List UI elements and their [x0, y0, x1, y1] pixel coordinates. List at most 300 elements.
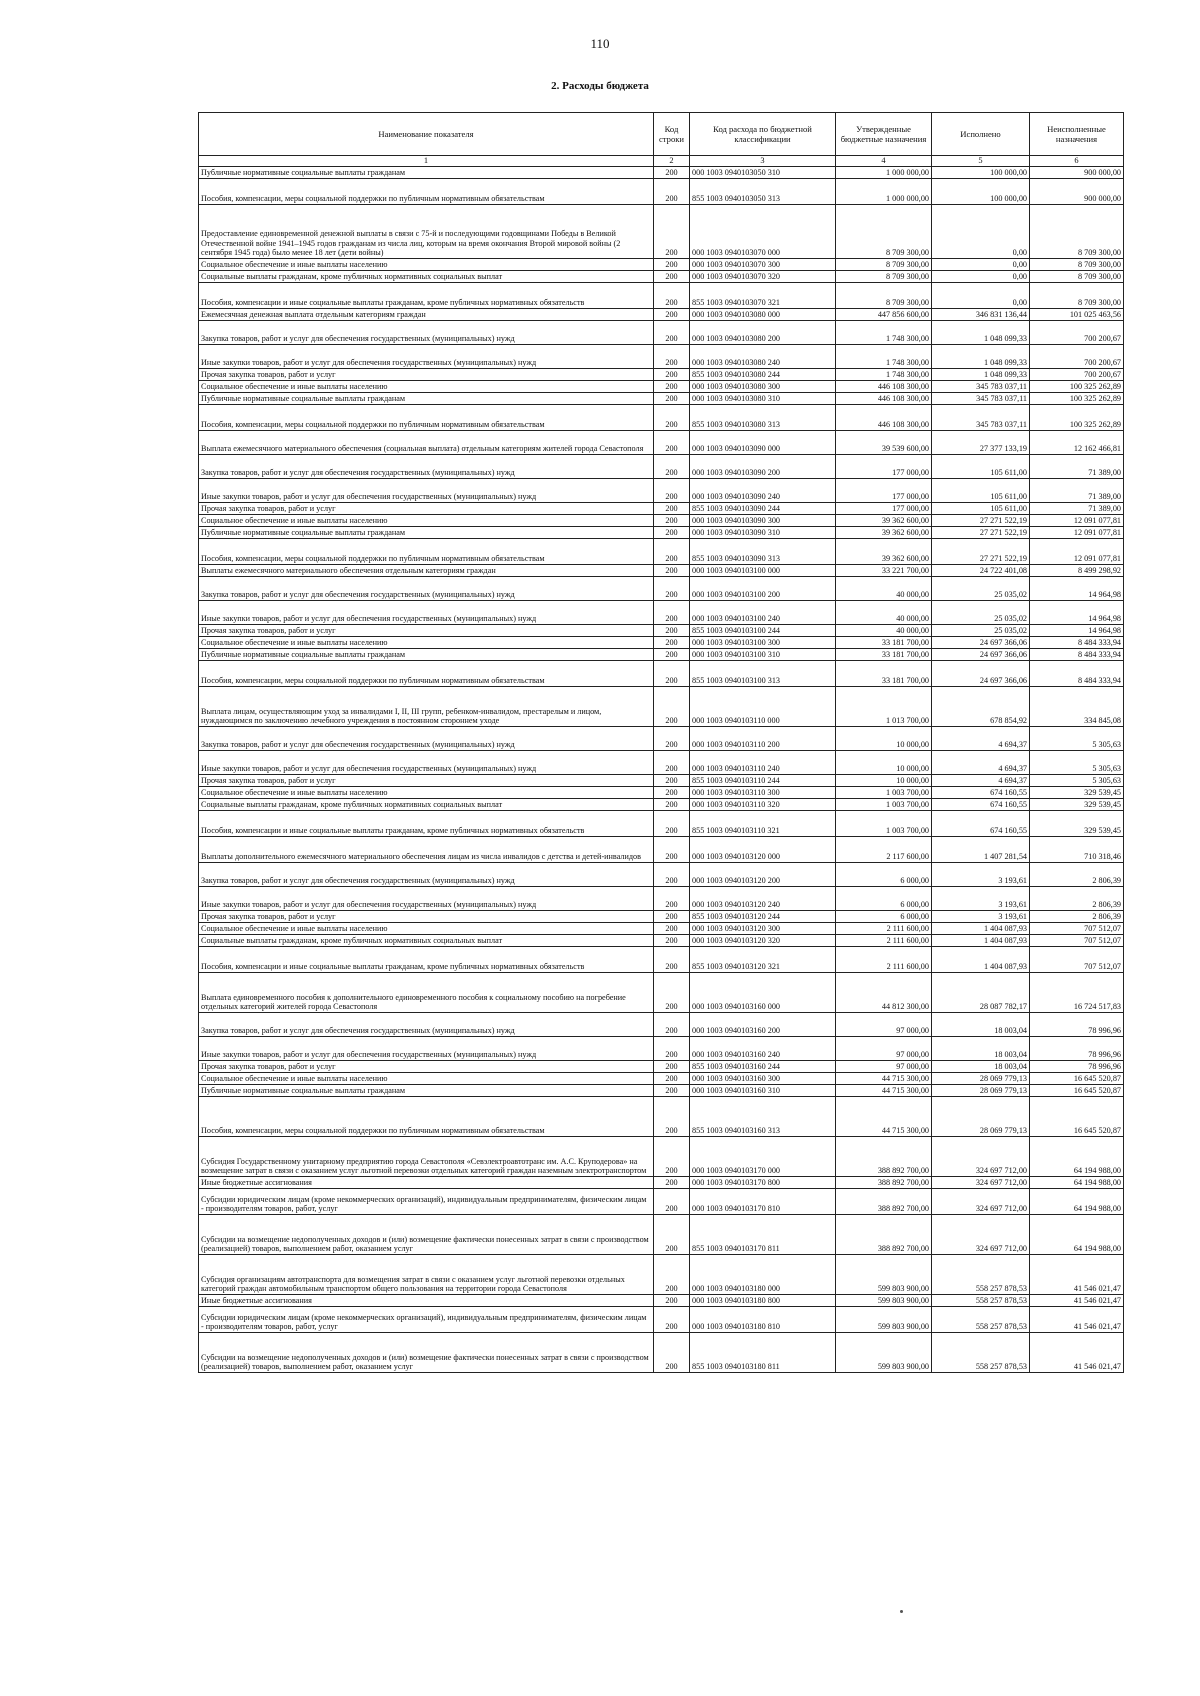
table-row	[199, 205, 1124, 259]
row-executed-cell: 324 697 712,00	[932, 1177, 1030, 1189]
row-name-cell: Социальное обеспечение и иные выплаты населению	[199, 381, 654, 393]
row-executed-cell: 4 694,37	[932, 775, 1030, 787]
row-budget-code-cell: 000 1003 0940103120 200	[690, 863, 836, 887]
row-line-code-cell: 200	[654, 455, 690, 479]
row-executed-cell: 558 257 878,53	[932, 1295, 1030, 1307]
row-approved-cell: 388 892 700,00	[836, 1177, 932, 1189]
row-line-code-cell: 200	[654, 393, 690, 405]
table-row	[199, 321, 1124, 345]
row-name-cell: Социальное обеспечение и иные выплаты населению	[199, 515, 654, 527]
row-unexecuted-cell: 707 512,07	[1030, 935, 1124, 947]
row-executed-cell: 18 003,04	[932, 1013, 1030, 1037]
row-unexecuted-cell: 8 484 333,94	[1030, 649, 1124, 661]
row-line-code-cell: 200	[654, 577, 690, 601]
row-approved-cell: 97 000,00	[836, 1013, 932, 1037]
row-line-code-cell: 200	[654, 283, 690, 309]
row-unexecuted-cell: 2 806,39	[1030, 863, 1124, 887]
table-row	[199, 887, 1124, 911]
row-unexecuted-cell: 41 546 021,47	[1030, 1307, 1124, 1333]
row-name-cell: Социальные выплаты гражданам, кроме публичных нормативных социальных выплат	[199, 799, 654, 811]
row-line-code-cell: 200	[654, 205, 690, 259]
row-budget-code-cell: 000 1003 0940103090 200	[690, 455, 836, 479]
row-executed-cell: 558 257 878,53	[932, 1307, 1030, 1333]
row-budget-code-cell: 000 1003 0940103100 240	[690, 601, 836, 625]
table-row	[199, 393, 1124, 405]
header-approved: Утвержденные бюджетные назначения	[836, 113, 932, 156]
row-approved-cell: 8 709 300,00	[836, 283, 932, 309]
row-unexecuted-cell: 14 964,98	[1030, 625, 1124, 637]
row-approved-cell: 10 000,00	[836, 751, 932, 775]
row-unexecuted-cell: 2 806,39	[1030, 911, 1124, 923]
budget-expenses-table	[198, 112, 1124, 1373]
row-executed-cell: 105 611,00	[932, 455, 1030, 479]
row-budget-code-cell: 000 1003 0940103110 200	[690, 727, 836, 751]
row-budget-code-cell: 855 1003 0940103120 321	[690, 947, 836, 973]
row-line-code-cell: 200	[654, 405, 690, 431]
row-approved-cell: 2 111 600,00	[836, 923, 932, 935]
row-name-cell: Субсидия Государственному унитарному предприятию города Севастополя «Севэлектроавтотранс им. А.С. Круподерова» на возмещение затрат в связи с оказанием услуг льготной перевозки отдельных категорий граждан наземным электротранспортом	[199, 1137, 654, 1177]
row-approved-cell: 8 709 300,00	[836, 259, 932, 271]
row-budget-code-cell: 000 1003 0940103160 240	[690, 1037, 836, 1061]
row-approved-cell: 599 803 900,00	[836, 1255, 932, 1295]
row-budget-code-cell: 000 1003 0940103120 300	[690, 923, 836, 935]
row-name-cell: Социальные выплаты гражданам, кроме публичных нормативных социальных выплат	[199, 935, 654, 947]
row-approved-cell: 446 108 300,00	[836, 405, 932, 431]
row-executed-cell: 558 257 878,53	[932, 1255, 1030, 1295]
row-line-code-cell: 200	[654, 687, 690, 727]
row-approved-cell: 388 892 700,00	[836, 1189, 932, 1215]
row-unexecuted-cell: 8 709 300,00	[1030, 205, 1124, 259]
row-budget-code-cell: 000 1003 0940103180 000	[690, 1255, 836, 1295]
row-name-cell: Пособия, компенсации и иные социальные выплаты гражданам, кроме публичных нормативных обязательств	[199, 811, 654, 837]
table-row	[199, 727, 1124, 751]
row-executed-cell: 24 697 366,06	[932, 637, 1030, 649]
row-name-cell: Закупка товаров, работ и услуг для обеспечения государственных (муниципальных) нужд	[199, 1013, 654, 1037]
row-name-cell: Закупка товаров, работ и услуг для обеспечения государственных (муниципальных) нужд	[199, 727, 654, 751]
row-unexecuted-cell: 16 645 520,87	[1030, 1073, 1124, 1085]
row-unexecuted-cell: 700 200,67	[1030, 345, 1124, 369]
row-executed-cell: 674 160,55	[932, 811, 1030, 837]
row-budget-code-cell: 855 1003 0940103110 321	[690, 811, 836, 837]
row-unexecuted-cell: 100 325 262,89	[1030, 405, 1124, 431]
row-unexecuted-cell: 707 512,07	[1030, 947, 1124, 973]
row-line-code-cell: 200	[654, 503, 690, 515]
row-unexecuted-cell: 8 709 300,00	[1030, 259, 1124, 271]
row-name-cell: Публичные нормативные социальные выплаты гражданам	[199, 1085, 654, 1097]
row-unexecuted-cell: 700 200,67	[1030, 321, 1124, 345]
column-number: 2	[654, 156, 690, 167]
header-budget-code: Код расхода по бюджетной классификации	[690, 113, 836, 156]
table-row	[199, 1255, 1124, 1295]
page-number: 110	[590, 36, 610, 51]
row-budget-code-cell: 855 1003 0940103110 244	[690, 775, 836, 787]
row-line-code-cell: 200	[654, 649, 690, 661]
row-approved-cell: 44 715 300,00	[836, 1085, 932, 1097]
row-name-cell: Иные закупки товаров, работ и услуг для обеспечения государственных (муниципальных) нужд	[199, 751, 654, 775]
table-row	[199, 1097, 1124, 1137]
row-executed-cell: 4 694,37	[932, 727, 1030, 751]
row-executed-cell: 674 160,55	[932, 799, 1030, 811]
header-name: Наименование показателя	[199, 113, 654, 156]
row-name-cell: Пособия, компенсации, меры социальной поддержки по публичным нормативным обязательствам	[199, 405, 654, 431]
row-unexecuted-cell: 900 000,00	[1030, 167, 1124, 179]
header-unexecuted: Неисполненные назначения	[1030, 113, 1124, 156]
table-row	[199, 1295, 1124, 1307]
row-name-cell: Публичные нормативные социальные выплаты гражданам	[199, 167, 654, 179]
row-line-code-cell: 200	[654, 259, 690, 271]
row-unexecuted-cell: 64 194 988,00	[1030, 1189, 1124, 1215]
row-unexecuted-cell: 78 996,96	[1030, 1037, 1124, 1061]
table-row	[199, 649, 1124, 661]
row-approved-cell: 39 539 600,00	[836, 431, 932, 455]
row-approved-cell: 2 111 600,00	[836, 947, 932, 973]
row-unexecuted-cell: 71 389,00	[1030, 455, 1124, 479]
row-budget-code-cell: 000 1003 0940103160 310	[690, 1085, 836, 1097]
row-budget-code-cell: 855 1003 0940103120 244	[690, 911, 836, 923]
table-row	[199, 787, 1124, 799]
row-executed-cell: 1 404 087,93	[932, 947, 1030, 973]
row-executed-cell: 24 697 366,06	[932, 661, 1030, 687]
row-unexecuted-cell: 100 325 262,89	[1030, 381, 1124, 393]
row-name-cell: Прочая закупка товаров, работ и услуг	[199, 625, 654, 637]
row-executed-cell: 105 611,00	[932, 503, 1030, 515]
row-executed-cell: 18 003,04	[932, 1061, 1030, 1073]
row-budget-code-cell: 000 1003 0940103120 240	[690, 887, 836, 911]
row-executed-cell: 100 000,00	[932, 167, 1030, 179]
row-name-cell: Социальные выплаты гражданам, кроме публичных нормативных социальных выплат	[199, 271, 654, 283]
row-budget-code-cell: 855 1003 0940103100 244	[690, 625, 836, 637]
row-line-code-cell: 200	[654, 1097, 690, 1137]
table-row	[199, 565, 1124, 577]
row-name-cell: Выплаты ежемесячного материального обеспечения отдельным категориям граждан	[199, 565, 654, 577]
row-unexecuted-cell: 41 546 021,47	[1030, 1295, 1124, 1307]
row-budget-code-cell: 000 1003 0940103070 000	[690, 205, 836, 259]
row-approved-cell: 1 000 000,00	[836, 179, 932, 205]
row-line-code-cell: 200	[654, 431, 690, 455]
row-budget-code-cell: 000 1003 0940103160 300	[690, 1073, 836, 1085]
row-executed-cell: 24 722 401,08	[932, 565, 1030, 577]
table-row	[199, 1307, 1124, 1333]
row-unexecuted-cell: 16 724 517,83	[1030, 973, 1124, 1013]
table-row	[199, 283, 1124, 309]
row-unexecuted-cell: 329 539,45	[1030, 811, 1124, 837]
column-number-row	[199, 156, 1124, 167]
row-approved-cell: 44 715 300,00	[836, 1073, 932, 1085]
row-executed-cell: 18 003,04	[932, 1037, 1030, 1061]
row-unexecuted-cell: 41 546 021,47	[1030, 1333, 1124, 1373]
scan-dot	[900, 1610, 903, 1613]
row-executed-cell: 25 035,02	[932, 601, 1030, 625]
row-budget-code-cell: 000 1003 0940103100 300	[690, 637, 836, 649]
row-approved-cell: 97 000,00	[836, 1061, 932, 1073]
row-line-code-cell: 200	[654, 527, 690, 539]
table-row	[199, 577, 1124, 601]
row-unexecuted-cell: 12 091 077,81	[1030, 539, 1124, 565]
row-approved-cell: 8 709 300,00	[836, 271, 932, 283]
row-approved-cell: 388 892 700,00	[836, 1137, 932, 1177]
row-budget-code-cell: 000 1003 0940103110 300	[690, 787, 836, 799]
row-budget-code-cell: 855 1003 0940103070 321	[690, 283, 836, 309]
row-approved-cell: 599 803 900,00	[836, 1307, 932, 1333]
row-budget-code-cell: 000 1003 0940103080 240	[690, 345, 836, 369]
row-approved-cell: 1 748 300,00	[836, 345, 932, 369]
row-unexecuted-cell: 71 389,00	[1030, 479, 1124, 503]
row-line-code-cell: 200	[654, 727, 690, 751]
row-budget-code-cell: 855 1003 0940103090 313	[690, 539, 836, 565]
row-approved-cell: 177 000,00	[836, 479, 932, 503]
table-row	[199, 1177, 1124, 1189]
row-approved-cell: 40 000,00	[836, 625, 932, 637]
row-unexecuted-cell: 2 806,39	[1030, 887, 1124, 911]
row-name-cell: Прочая закупка товаров, работ и услуг	[199, 369, 654, 381]
row-executed-cell: 674 160,55	[932, 787, 1030, 799]
row-approved-cell: 33 181 700,00	[836, 649, 932, 661]
row-line-code-cell: 200	[654, 1215, 690, 1255]
row-executed-cell: 1 048 099,33	[932, 369, 1030, 381]
row-unexecuted-cell: 64 194 988,00	[1030, 1177, 1124, 1189]
row-approved-cell: 2 117 600,00	[836, 837, 932, 863]
table-row	[199, 799, 1124, 811]
table-row	[199, 661, 1124, 687]
row-unexecuted-cell: 16 645 520,87	[1030, 1085, 1124, 1097]
row-approved-cell: 1 003 700,00	[836, 787, 932, 799]
table-row	[199, 1073, 1124, 1085]
row-budget-code-cell: 000 1003 0940103090 300	[690, 515, 836, 527]
row-name-cell: Закупка товаров, работ и услуг для обеспечения государственных (муниципальных) нужд	[199, 577, 654, 601]
row-line-code-cell: 200	[654, 1255, 690, 1295]
row-approved-cell: 1 003 700,00	[836, 811, 932, 837]
row-name-cell: Иные закупки товаров, работ и услуг для обеспечения государственных (муниципальных) нужд	[199, 1037, 654, 1061]
row-budget-code-cell: 000 1003 0940103180 800	[690, 1295, 836, 1307]
row-executed-cell: 27 271 522,19	[932, 515, 1030, 527]
row-executed-cell: 0,00	[932, 205, 1030, 259]
row-budget-code-cell: 000 1003 0940103170 000	[690, 1137, 836, 1177]
row-name-cell: Социальное обеспечение и иные выплаты населению	[199, 923, 654, 935]
row-approved-cell: 2 111 600,00	[836, 935, 932, 947]
row-executed-cell: 0,00	[932, 283, 1030, 309]
row-unexecuted-cell: 14 964,98	[1030, 601, 1124, 625]
row-executed-cell: 345 783 037,11	[932, 393, 1030, 405]
row-line-code-cell: 200	[654, 637, 690, 649]
row-budget-code-cell: 000 1003 0940103160 200	[690, 1013, 836, 1037]
row-unexecuted-cell: 5 305,63	[1030, 751, 1124, 775]
row-name-cell: Социальное обеспечение и иные выплаты населению	[199, 259, 654, 271]
table-row	[199, 811, 1124, 837]
table-row	[199, 687, 1124, 727]
row-line-code-cell: 200	[654, 1013, 690, 1037]
row-line-code-cell: 200	[654, 1085, 690, 1097]
row-line-code-cell: 200	[654, 167, 690, 179]
table-row	[199, 625, 1124, 637]
row-name-cell: Прочая закупка товаров, работ и услуг	[199, 911, 654, 923]
table-row	[199, 1013, 1124, 1037]
row-executed-cell: 1 404 087,93	[932, 935, 1030, 947]
row-line-code-cell: 200	[654, 1073, 690, 1085]
row-approved-cell: 177 000,00	[836, 455, 932, 479]
row-approved-cell: 39 362 600,00	[836, 539, 932, 565]
row-budget-code-cell: 855 1003 0940103160 244	[690, 1061, 836, 1073]
row-budget-code-cell: 000 1003 0940103070 300	[690, 259, 836, 271]
column-number: 1	[199, 156, 654, 167]
row-executed-cell: 1 048 099,33	[932, 345, 1030, 369]
table-row	[199, 431, 1124, 455]
row-approved-cell: 1 748 300,00	[836, 369, 932, 381]
row-approved-cell: 39 362 600,00	[836, 515, 932, 527]
row-name-cell: Ежемесячная денежная выплата отдельным категориям граждан	[199, 309, 654, 321]
row-line-code-cell: 200	[654, 811, 690, 837]
row-line-code-cell: 200	[654, 863, 690, 887]
row-line-code-cell: 200	[654, 837, 690, 863]
table-row	[199, 935, 1124, 947]
row-line-code-cell: 200	[654, 911, 690, 923]
row-budget-code-cell: 000 1003 0940103120 320	[690, 935, 836, 947]
table-row	[199, 259, 1124, 271]
table-row	[199, 775, 1124, 787]
row-approved-cell: 44 812 300,00	[836, 973, 932, 1013]
row-executed-cell: 4 694,37	[932, 751, 1030, 775]
row-budget-code-cell: 000 1003 0940103090 240	[690, 479, 836, 503]
row-name-cell: Субсидии юридическим лицам (кроме некоммерческих организаций), индивидуальным предпринимателям, физическим лицам - производителям товаров, работ, услуг	[199, 1189, 654, 1215]
row-unexecuted-cell: 5 305,63	[1030, 727, 1124, 751]
row-budget-code-cell: 000 1003 0940103110 000	[690, 687, 836, 727]
row-name-cell: Субсидии на возмещение недополученных доходов и (или) возмещение фактически понесенных затрат в связи с производством (реализацией) товаров, выполнением работ, оказанием услуг	[199, 1333, 654, 1373]
column-number: 6	[1030, 156, 1124, 167]
row-executed-cell: 558 257 878,53	[932, 1333, 1030, 1373]
row-executed-cell: 3 193,61	[932, 887, 1030, 911]
row-name-cell: Закупка товаров, работ и услуг для обеспечения государственных (муниципальных) нужд	[199, 863, 654, 887]
row-unexecuted-cell: 78 996,96	[1030, 1061, 1124, 1073]
table-row	[199, 1137, 1124, 1177]
table-row	[199, 479, 1124, 503]
row-name-cell: Прочая закупка товаров, работ и услуг	[199, 775, 654, 787]
row-line-code-cell: 200	[654, 1061, 690, 1073]
row-executed-cell: 27 271 522,19	[932, 527, 1030, 539]
row-approved-cell: 6 000,00	[836, 863, 932, 887]
column-number: 4	[836, 156, 932, 167]
table-row	[199, 405, 1124, 431]
row-line-code-cell: 200	[654, 935, 690, 947]
row-approved-cell: 177 000,00	[836, 503, 932, 515]
row-name-cell: Субсидии юридическим лицам (кроме некоммерческих организаций), индивидуальным предпринимателям, физическим лицам - производителям товаров, работ, услуг	[199, 1307, 654, 1333]
row-line-code-cell: 200	[654, 179, 690, 205]
row-line-code-cell: 200	[654, 1307, 690, 1333]
row-unexecuted-cell: 8 709 300,00	[1030, 283, 1124, 309]
row-line-code-cell: 200	[654, 381, 690, 393]
table-row	[199, 345, 1124, 369]
table-body	[199, 167, 1124, 1373]
row-approved-cell: 40 000,00	[836, 601, 932, 625]
row-executed-cell: 100 000,00	[932, 179, 1030, 205]
row-budget-code-cell: 000 1003 0940103170 800	[690, 1177, 836, 1189]
row-name-cell: Социальное обеспечение и иные выплаты населению	[199, 637, 654, 649]
row-line-code-cell: 200	[654, 799, 690, 811]
table-row	[199, 973, 1124, 1013]
row-budget-code-cell: 000 1003 0940103160 000	[690, 973, 836, 1013]
table-row	[199, 527, 1124, 539]
row-approved-cell: 10 000,00	[836, 775, 932, 787]
row-name-cell: Публичные нормативные социальные выплаты гражданам	[199, 527, 654, 539]
row-budget-code-cell: 855 1003 0940103180 811	[690, 1333, 836, 1373]
row-name-cell: Выплата ежемесячного материального обеспечения (социальная выплата) отдельным категориям жителей города Севастополя	[199, 431, 654, 455]
row-name-cell: Закупка товаров, работ и услуг для обеспечения государственных (муниципальных) нужд	[199, 455, 654, 479]
row-budget-code-cell: 000 1003 0940103120 000	[690, 837, 836, 863]
column-number: 3	[690, 156, 836, 167]
row-executed-cell: 105 611,00	[932, 479, 1030, 503]
row-approved-cell: 10 000,00	[836, 727, 932, 751]
row-name-cell: Социальное обеспечение и иные выплаты населению	[199, 787, 654, 799]
row-approved-cell: 97 000,00	[836, 1037, 932, 1061]
row-approved-cell: 447 856 600,00	[836, 309, 932, 321]
table-row	[199, 309, 1124, 321]
table-row	[199, 455, 1124, 479]
row-executed-cell: 678 854,92	[932, 687, 1030, 727]
row-line-code-cell: 200	[654, 369, 690, 381]
row-unexecuted-cell: 8 709 300,00	[1030, 271, 1124, 283]
column-number: 5	[932, 156, 1030, 167]
table-row	[199, 369, 1124, 381]
row-budget-code-cell: 855 1003 0940103080 313	[690, 405, 836, 431]
row-approved-cell: 599 803 900,00	[836, 1295, 932, 1307]
table-row	[199, 1189, 1124, 1215]
table-row	[199, 167, 1124, 179]
table-row	[199, 923, 1124, 935]
row-unexecuted-cell: 900 000,00	[1030, 179, 1124, 205]
row-budget-code-cell: 000 1003 0940103100 200	[690, 577, 836, 601]
row-executed-cell: 27 377 133,19	[932, 431, 1030, 455]
row-line-code-cell: 200	[654, 565, 690, 577]
row-unexecuted-cell: 329 539,45	[1030, 787, 1124, 799]
row-approved-cell: 44 715 300,00	[836, 1097, 932, 1137]
table-row	[199, 381, 1124, 393]
row-approved-cell: 1 003 700,00	[836, 799, 932, 811]
row-budget-code-cell: 000 1003 0940103100 000	[690, 565, 836, 577]
row-name-cell: Пособия, компенсации и иные социальные выплаты гражданам, кроме публичных нормативных обязательств	[199, 283, 654, 309]
row-name-cell: Пособия, компенсации, меры социальной поддержки по публичным нормативным обязательствам	[199, 539, 654, 565]
row-name-cell: Иные бюджетные ассигнования	[199, 1295, 654, 1307]
row-approved-cell: 33 181 700,00	[836, 661, 932, 687]
row-executed-cell: 3 193,61	[932, 911, 1030, 923]
header-executed: Исполнено	[932, 113, 1030, 156]
table-row	[199, 1037, 1124, 1061]
row-line-code-cell: 200	[654, 601, 690, 625]
row-executed-cell: 324 697 712,00	[932, 1137, 1030, 1177]
row-unexecuted-cell: 334 845,08	[1030, 687, 1124, 727]
row-line-code-cell: 200	[654, 309, 690, 321]
row-budget-code-cell: 855 1003 0940103160 313	[690, 1097, 836, 1137]
row-approved-cell: 1 748 300,00	[836, 321, 932, 345]
row-name-cell: Пособия, компенсации, меры социальной поддержки по публичным нормативным обязательствам	[199, 179, 654, 205]
row-budget-code-cell: 000 1003 0940103090 000	[690, 431, 836, 455]
row-line-code-cell: 200	[654, 271, 690, 283]
table-row	[199, 179, 1124, 205]
row-budget-code-cell: 855 1003 0940103100 313	[690, 661, 836, 687]
table-header-row	[199, 113, 1124, 156]
table-row	[199, 837, 1124, 863]
table-row	[199, 1061, 1124, 1073]
row-name-cell: Выплаты дополнительного ежемесячного материального обеспечения лицам из числа инвалидов с детства и детей-инвалидов	[199, 837, 654, 863]
row-unexecuted-cell: 14 964,98	[1030, 577, 1124, 601]
row-line-code-cell: 200	[654, 887, 690, 911]
row-line-code-cell: 200	[654, 321, 690, 345]
row-approved-cell: 388 892 700,00	[836, 1215, 932, 1255]
table-row	[199, 503, 1124, 515]
row-name-cell: Субсидия организациям автотранспорта для возмещения затрат в связи с оказанием услуг льготной перевозки отдельных категорий граждан автомобильным транспортом общего пользования на территории города Севастополя	[199, 1255, 654, 1295]
row-executed-cell: 0,00	[932, 259, 1030, 271]
row-executed-cell: 24 697 366,06	[932, 649, 1030, 661]
row-name-cell: Выплата единовременного пособия к дополнительного единовременного пособия к социальному пособию на погребение отдельных категорий жителей города Севастополя	[199, 973, 654, 1013]
row-executed-cell: 25 035,02	[932, 625, 1030, 637]
row-line-code-cell: 200	[654, 947, 690, 973]
